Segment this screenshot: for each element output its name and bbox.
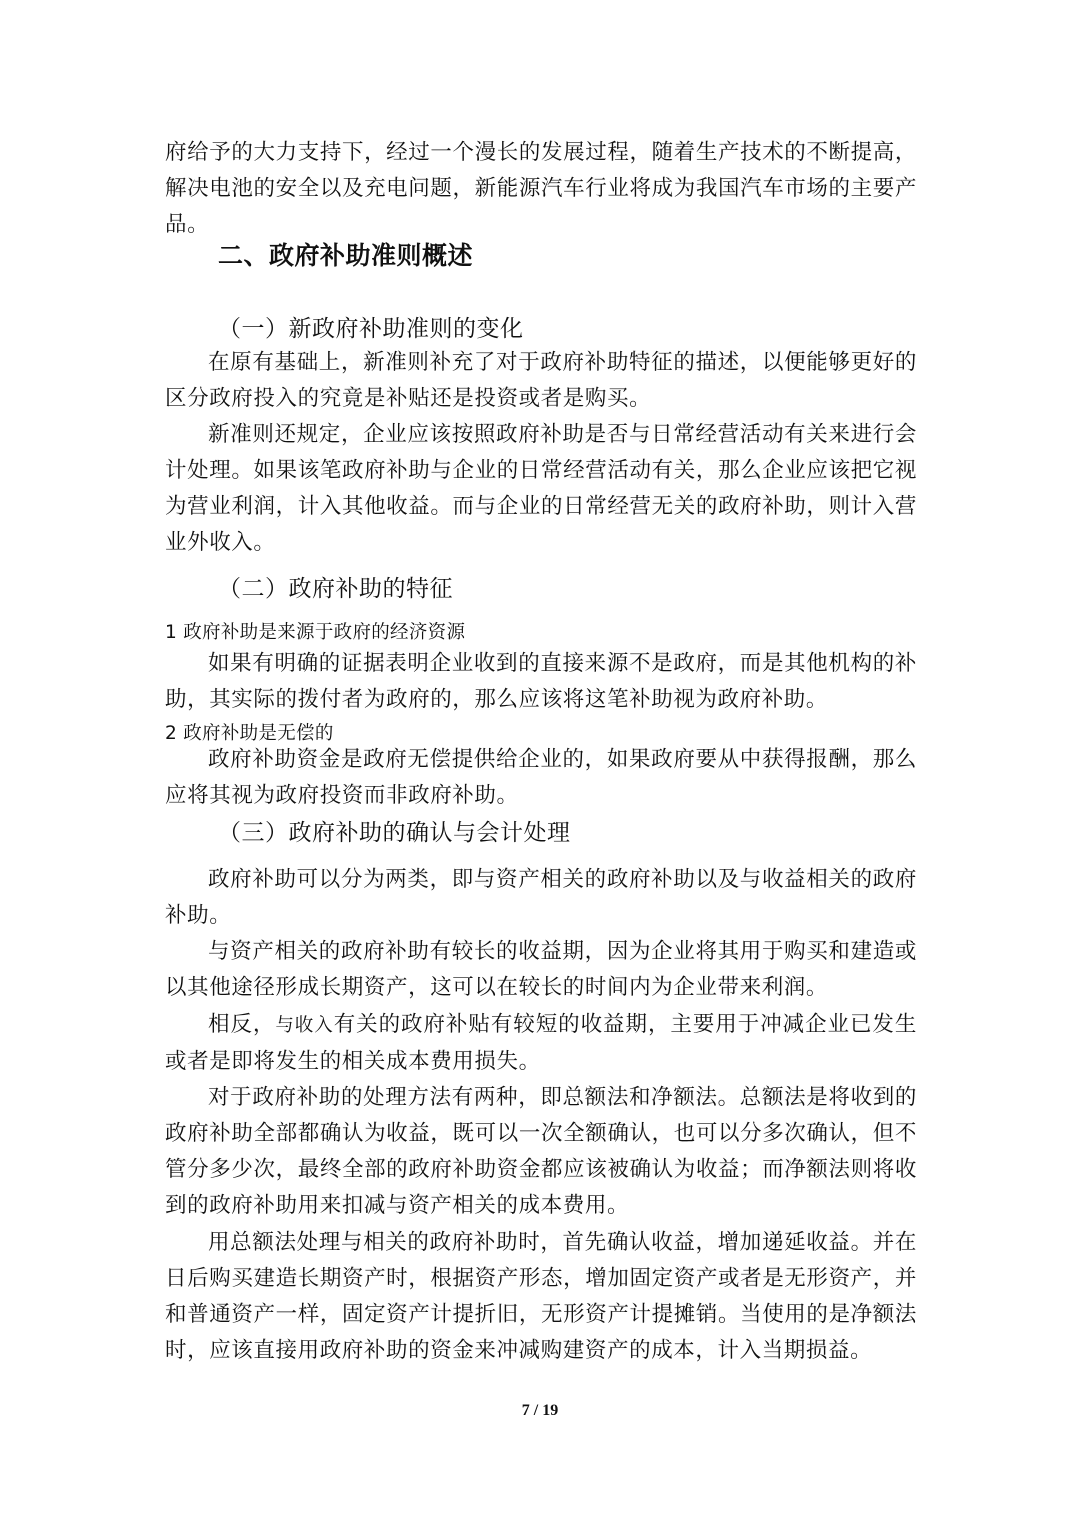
feature-heading-2: 2 政府补助是无偿的 — [165, 723, 334, 744]
paragraph: 政府补助可以分为两类，即与资产相关的政府补助以及与收益相关的政府补助。 — [165, 867, 917, 928]
subsection-title-1: （一）新政府补助准则的变化 — [218, 316, 524, 342]
subsection-3-body — [165, 862, 917, 934]
paragraph: 用总额法处理与相关的政府补助时，首先确认收益，增加递延收益。并在日后购买建造长期资产时，根据资产形态，增加固定资产或者是无形资产，并和普通资产一样，固定资产计提折旧，无形资产计提摊销。当使用的是净额法时，应该直接用政府补助的资金来冲减购建资产的成本，计入当期损益。 — [165, 1230, 917, 1363]
page-number: 7 / 19 — [521, 1402, 559, 1419]
subsection-title-2: （二）政府补助的特征 — [218, 576, 453, 602]
subsection-3-body-3 — [165, 1007, 917, 1080]
intro-block — [165, 135, 917, 243]
paragraph: 如果有明确的证据表明企业收到的直接来源不是政府，而是其他机构的补助，其实际的拨付者为政府的，那么应该将这笔补助视为政府补助。 — [165, 651, 917, 712]
paragraph: 在原有基础上，新准则补充了对于政府补助特征的描述，以便能够更好的区分政府投入的究竟是补贴还是投资或者是购买。 — [165, 350, 917, 411]
subsection-3-body-2 — [165, 934, 917, 1006]
paragraph: 新准则还规定，企业应该按照政府补助是否与日常经营活动有关来进行会计处理。如果该笔政府补助与企业的日常经营活动有关，那么企业应该把它视为营业利润，计入其他收益。而与企业的日常经营无关的政府补助，则计入营业外收入。 — [165, 422, 917, 555]
paragraph: 与资产相关的政府补助有较长的收益期，因为企业将其用于购买和建造或以其他途径形成长期资产，这可以在较长的时间内为企业带来利润。 — [165, 939, 917, 1000]
subsection-1-body — [165, 345, 917, 561]
feature-2-body — [165, 742, 917, 814]
paragraph-text: 有关的政府补贴有较短的收益期，主要用于冲减企业已发生或者是即将发生的相关成本费用损失。 — [165, 1012, 917, 1074]
paragraph-text-small: 与收入 — [275, 1015, 334, 1036]
feature-1-body — [165, 646, 917, 718]
subsection-3-body-4 — [165, 1080, 917, 1224]
paragraph: 政府补助资金是政府无偿提供给企业的，如果政府要从中获得报酬，那么应将其视为政府投资而非政府补助。 — [165, 747, 917, 808]
intro-paragraph: 府给予的大力支持下，经过一个漫长的发展过程，随着生产技术的不断提高，解决电池的安全以及充电问题，新能源汽车行业将成为我国汽车市场的主要产品。 — [165, 140, 917, 237]
paragraph-text: 相反， — [208, 1012, 276, 1037]
paragraph: 对于政府补助的处理方法有两种，即总额法和净额法。总额法是将收到的政府补助全部都确认为收益，既可以一次全额确认，也可以分多次确认，但不管分多少次，最终全部的政府补助资金都应该被确认为收益；而净额法则将收到的政府补助用来扣减与资产相关的成本费用。 — [165, 1085, 917, 1218]
subsection-title-3: （三）政府补助的确认与会计处理 — [218, 820, 571, 846]
feature-heading-1: 1 政府补助是来源于政府的经济资源 — [165, 622, 466, 643]
paragraph — [165, 1007, 917, 1080]
subsection-3-body-5 — [165, 1225, 917, 1369]
section-title: 二、政府补助准则概述 — [218, 241, 474, 270]
